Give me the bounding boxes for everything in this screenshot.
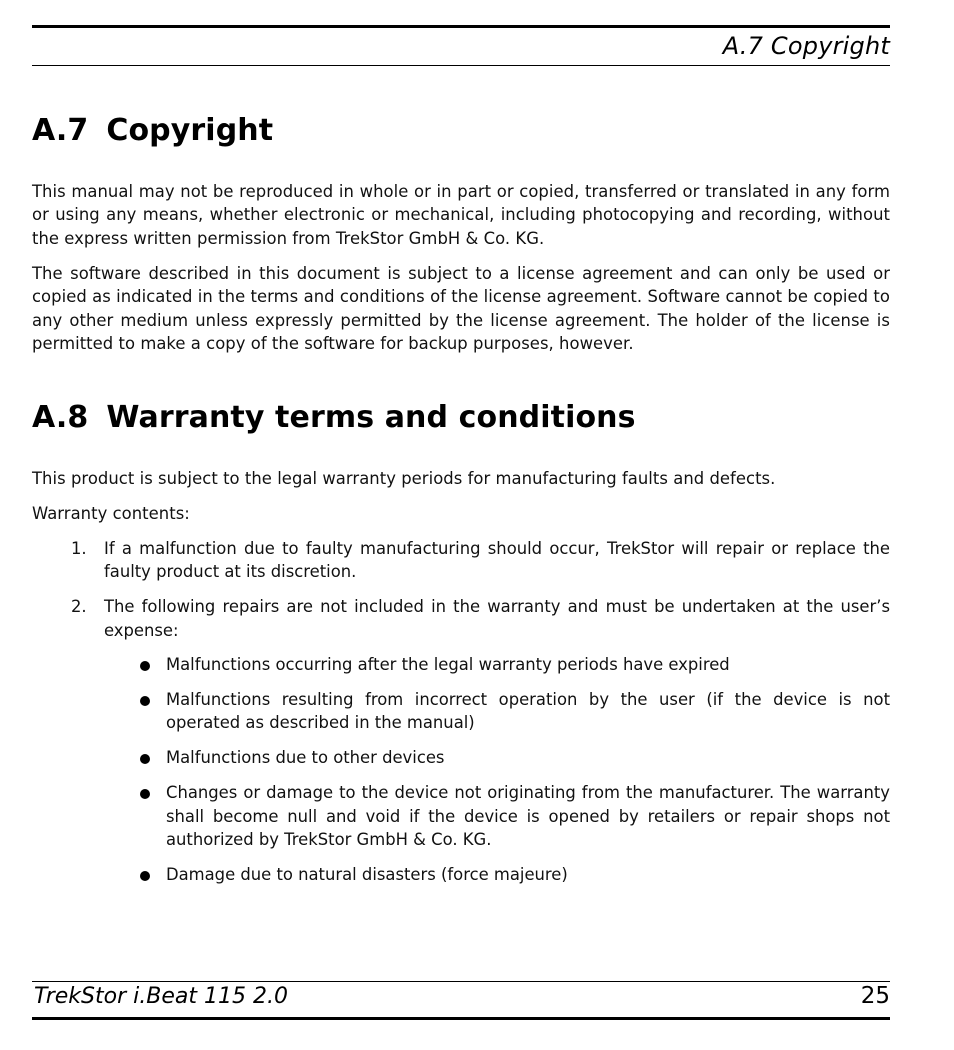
section-title: Warranty terms and conditions [106, 400, 636, 435]
footer-rule-top [32, 981, 890, 982]
bullet-icon [140, 661, 150, 671]
bullet-icon [140, 871, 150, 881]
list-item-text: If a malfunction due to faulty manufacturing should occur, TrekStor will repair or replace the faulty product at its discretion. [104, 539, 890, 582]
list-item-text: The following repairs are not included in the warranty and must be undertaken at the user’s expense: [104, 597, 890, 640]
warranty-paragraph-1: This product is subject to the legal warranty periods for manufacturing faults and defects. [32, 469, 776, 488]
bullet-text: Malfunctions resulting from incorrect operation by the user (if the device is not operated as described in the manual) [166, 690, 890, 733]
copyright-paragraph-1: This manual may not be reproduced in whole or in part or copied, transferred or translated in any form or using any means, whether electronic or mechanical, including photocopying and recording, without the express written permission from TrekStor GmbH & Co. KG. [32, 182, 890, 248]
header-rule-top [32, 25, 890, 28]
bullet-icon [140, 789, 150, 799]
section-number: A.7 [32, 113, 89, 148]
section-title: Copyright [106, 113, 274, 148]
bullet-item [32, 746, 890, 769]
footer-rule-bottom [32, 1017, 890, 1020]
list-item [32, 537, 890, 584]
list-item-number: 1. [71, 539, 87, 558]
bullet-item [32, 863, 890, 886]
bullet-item [32, 688, 890, 735]
section-heading-copyright [32, 113, 273, 149]
warranty-contents-label: Warranty contents: [32, 504, 190, 523]
bullet-icon [140, 754, 150, 764]
list-item [32, 595, 890, 642]
exclusions-bullet-list [32, 653, 890, 898]
section-number: A.8 [32, 400, 89, 435]
bullet-item [32, 653, 890, 676]
bullet-text: Changes or damage to the device not originating from the manufacturer. The warranty shall become null and void if the device is opened by retailers or repair shops not authorized by TrekStor GmbH & Co. KG. [166, 783, 890, 850]
running-header-title: A.7 Copyright [722, 32, 890, 60]
footer-product-name: TrekStor i.Beat 115 2.0 [34, 984, 288, 1009]
list-item-number: 2. [71, 597, 87, 617]
header-rule-bottom [32, 65, 890, 66]
bullet-text: Malfunctions due to other devices [166, 748, 445, 768]
bullet-icon [140, 696, 150, 706]
warranty-ordered-list [32, 537, 890, 642]
bullet-text: Malfunctions occurring after the legal warranty periods have expired [166, 655, 730, 674]
bullet-item [32, 781, 890, 851]
bullet-text: Damage due to natural disasters (force majeure) [166, 865, 568, 885]
page-number: 25 [860, 983, 890, 1009]
section-heading-warranty [32, 400, 636, 436]
copyright-paragraph-2: The software described in this document is subject to a license agreement and can only be used or copied as indicated in the terms and conditions of the license agreement. Software cannot be copied to any other medium unless expressly permitted by the license agreement. The holder of the license is permitted to make a copy of the software for backup purposes, however. [32, 264, 890, 354]
